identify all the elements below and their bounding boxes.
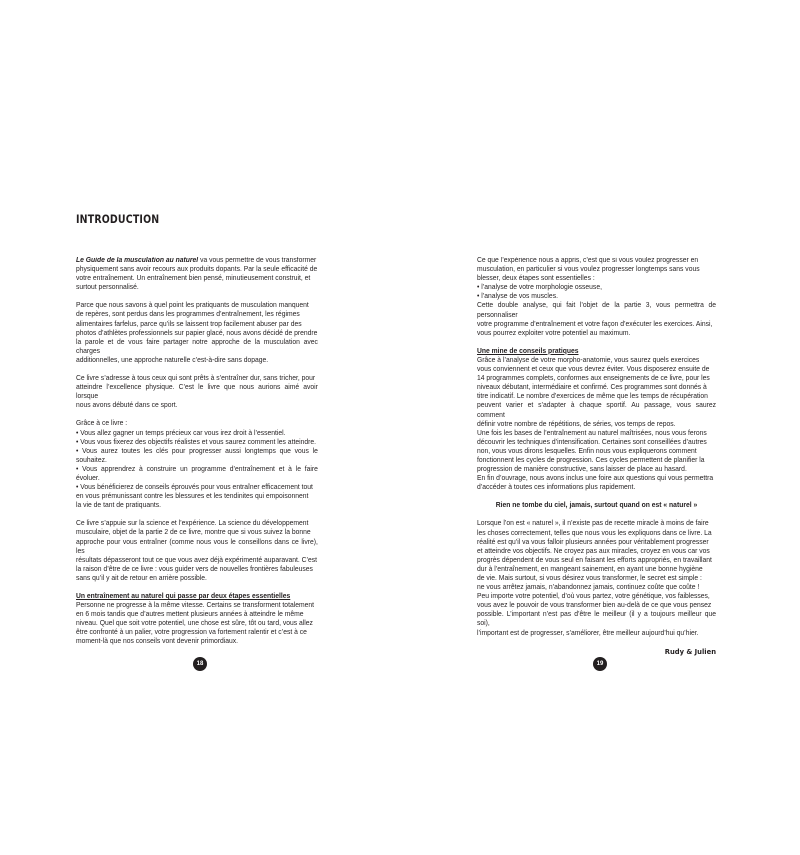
text-line: musculation, en particulier si vous voulez progresser longtemps sans vous: [477, 266, 700, 274]
page-number-badge: 19: [593, 657, 607, 671]
text-line: sans qu’il y ait de retour en arrière possible.: [76, 574, 207, 582]
text-line: résultats dépasseront tout ce que vous avez déjà expérimenté auparavant. C’est: [76, 556, 318, 564]
text-line: être confronté à un palier, votre progression va fortement ralentir et c’est à ce: [76, 629, 307, 637]
text-line: et atteindre vos objectifs. Ne croyez pas aux miracles, croyez en vous car vos: [477, 547, 710, 555]
text-line: les choses correctement, telles que nous vous les expliquons dans ce livre. La: [477, 529, 712, 537]
text-line: ne vous arrêtez jamais, n’abandonnez jamais, continuez coûte que coûte !: [477, 584, 700, 592]
text-line: non, vous vous dirons lesquelles. Enfin nous vous expliquerons comment: [477, 447, 697, 455]
section-subheading: Un entraînement au naturel qui passe par deux étapes essentielles: [76, 593, 291, 600]
text-line: découvrir les techniques d’intensification. Certaines sont conseillées d’autres: [477, 438, 707, 446]
text-line: possible. L’important n’est pas d’être le meilleur (il y a toujours meilleur que soi),: [477, 611, 717, 628]
list-item: la vie de tant de pratiquants.: [76, 502, 162, 510]
signature: Rudy & Julien: [664, 646, 717, 656]
text-line: peuvent varier et s’adapter à chaque sportif. Au passage, vous saurez comment: [477, 402, 717, 419]
text-line: votre programme d’entraînement et votre façon d’exécuter les exercices. Ainsi,: [477, 320, 713, 328]
list-item: en vous prémunissant contre les blessures et les tendinites qui empoisonnent: [76, 493, 309, 501]
text-line: Ce que l’expérience nous a appris, c’est que si vous voulez progresser en: [477, 257, 699, 264]
text-line: vous conviennent et ceux que vous devrez éviter. Vous disposerez ensuite de: [477, 366, 710, 374]
list-item: • l’analyse de votre morphologie osseuse,: [477, 284, 602, 292]
text-line: vous pourrez exploiter votre potentiel au maximum.: [477, 329, 631, 337]
list-item: • Vous apprendrez à construire un programme d’entraînement et à le faire évoluer.: [76, 465, 318, 482]
text-line: en 6 mois tandis que d’autres mettent plusieurs années à atteindre le même: [76, 611, 304, 619]
text-line: de vie. Mais surtout, si vous désirez vous transformer, le secret est simple :: [477, 575, 702, 582]
text-line: blesser, deux étapes sont essentielles :: [477, 275, 595, 283]
text-line: progression de manière constructive, sans laisser de place au hasard.: [477, 466, 687, 474]
text-line: titre indicatif. Le nombre d’exercices de même que les temps de récupération: [477, 393, 708, 401]
list-item: • Vous allez gagner un temps précieux car vous irez droit à l’essentiel.: [76, 429, 286, 437]
text-line: musculaire, objet de la partie 2 de ce livre, montre que si vous suivez la bonne: [76, 529, 311, 537]
list-item: • Vous aurez toutes les clés pour progresser aussi longtemps que vous le souhaitez.: [76, 447, 318, 464]
text-line: 14 programmes complets, conformes aux enseignements de ce livre, pour les: [477, 375, 710, 383]
text-line: additionnelles, une approche naturelle c’est-à-dire sans dopage.: [76, 356, 269, 364]
text-line: réalité est qu’il va vous falloir plusieurs années pour véritablement progresser: [477, 538, 709, 546]
text-line: En fin d’ouvrage, nous avons inclus une foire aux questions qui vous permettra: [477, 475, 714, 483]
text-line: Une fois les bases de l’entraînement au naturel maîtrisées, nous vous ferons: [477, 429, 707, 437]
text-line: approche pour vous entraîner (comme nous vous le conseillons dans ce livre), les: [76, 538, 318, 555]
list-intro: Grâce à ce livre :: [76, 420, 128, 428]
book-title: Le Guide de la musculation au naturel: [76, 257, 199, 264]
text-line: votre entraînement. Un entraînement bien pensé, minutieusement construit, et: [76, 275, 311, 283]
text-line: la raison d’être de ce livre : vous guider vers de nouvelles frontières fabuleuses: [76, 565, 313, 573]
text-line: la parole et de vous faire partager notre approche de la musculation avec charges: [76, 338, 318, 355]
list-item: • Vous bénéficierez de conseils éprouvés pour vous entraîner efficacement tout: [76, 484, 313, 492]
centered-heading: Rien ne tombe du ciel, jamais, surtout quand on est « naturel »: [495, 502, 698, 510]
text-line: Grâce à l’analyse de votre morpho-anatomie, vous saurez quels exercices: [477, 356, 700, 364]
text-line: nous avons débuté dans ce sport.: [76, 402, 178, 410]
text-line: l’important est de progresser, s’améliorer, être meilleur aujourd’hui qu’hier.: [477, 629, 699, 637]
text-line: fonctionnent les cycles de progression. Ces cycles permettent de planifier la: [477, 456, 705, 464]
right-column: [477, 256, 716, 656]
text-line: de repères, sont perdus dans les programmes d’entraînement, les régimes: [76, 311, 300, 319]
list-item: • l’analyse de vos muscles.: [477, 293, 558, 301]
text-line: vous avez le pouvoir de vous transformer bien au-delà de ce que vous pensez: [477, 602, 712, 610]
page-heading: INTRODUCTION: [76, 212, 160, 226]
list-item: • Vous vous fixerez des objectifs réalistes et vous saurez comment les atteindre.: [76, 438, 317, 446]
text-line: Parce que nous savons à quel point les pratiquants de musculation manquent: [76, 302, 309, 310]
text-line: Peu importe votre potentiel, d’où vous partez, votre génétique, vos faiblesses,: [477, 593, 710, 601]
text-line: d’accéder à toutes ces informations plus rapidement.: [477, 484, 636, 492]
text-line: progrès dépendent de vous seul en faisant les efforts appropriés, en travaillant: [477, 556, 712, 564]
text-line: niveaux débutant, intermédiaire et confirmé. Ces programmes sont donnés à: [477, 384, 707, 392]
section-subheading: Une mine de conseils pratiques: [477, 347, 579, 355]
text-line: surtout personnalisé.: [76, 284, 139, 292]
text-line: physiquement sans avoir recours aux produits dopants. Par la seule efficacité de: [76, 266, 318, 274]
text-line: Lorsque l’on est « naturel », il n’existe pas de recette miracle à moins de faire: [477, 520, 709, 528]
text-line: moment-là que nos conseils vont devenir primordiaux.: [76, 638, 239, 646]
page-number-badge: 18: [193, 657, 207, 671]
text-line: dur à l’entraînement, en mangeant sainement, en ayant une bonne hygiène: [477, 565, 703, 573]
text-line: atteindre l’excellence physique. C’est le livre que nous aurions aimé avoir lorsque: [76, 384, 318, 401]
text-line: Cette double analyse, qui fait l’objet de la partie 3, vous permettra de personnaliser: [477, 302, 717, 319]
text-line: Ce livre s’adresse à tous ceux qui sont prêts à s’entraîner dur, sans tricher, pour: [76, 375, 316, 383]
text-line: Personne ne progresse à la même vitesse. Certains se transforment totalement: [76, 602, 315, 610]
right-page: [400, 0, 800, 855]
text-line: alimentaires farfelus, parce qu’ils se laissent trop facilement abuser par des: [76, 320, 302, 328]
text-line: niveau. Quel que soit votre potentiel, une chose est sûre, tôt ou tard, vous allez: [76, 620, 313, 628]
text-line: photos d’athlètes professionnels sur papier glacé, nous avons décidé de prendre: [76, 329, 318, 337]
text-line: Ce livre s’appuie sur la science et l’expérience. La science du développement: [76, 520, 309, 528]
intro-paragraph: Le Guide de la musculation au naturel va vous permettre de vous transformer: [76, 257, 317, 264]
text-line: définir votre nombre de répétitions, de séries, vos temps de repos.: [477, 420, 676, 428]
left-column: [76, 256, 318, 647]
